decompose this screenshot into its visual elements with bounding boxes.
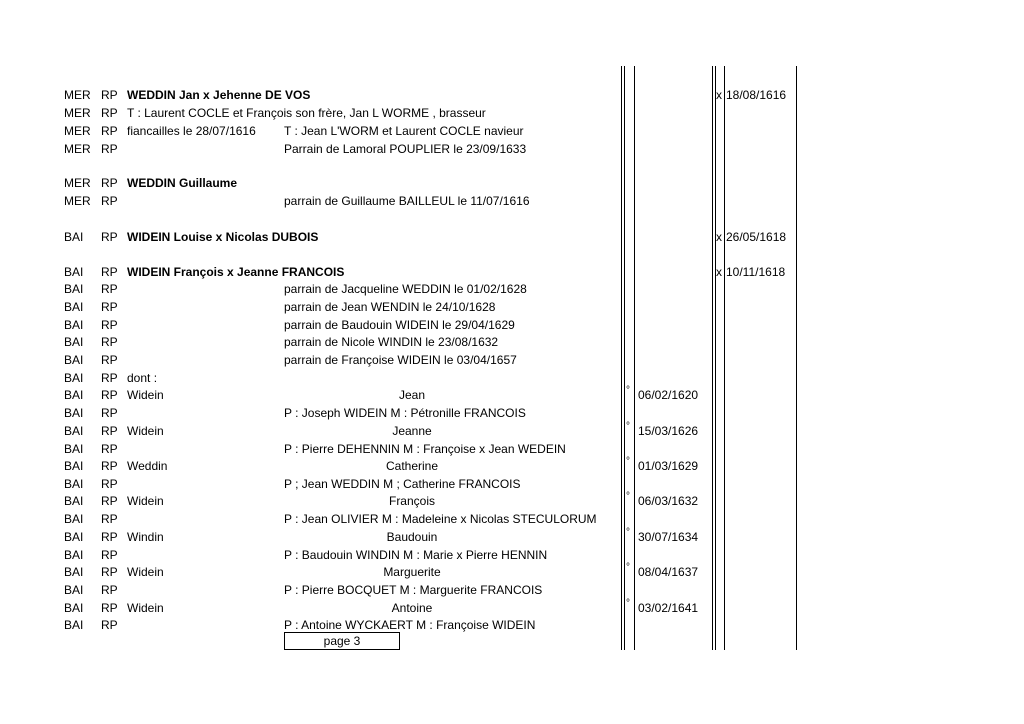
- detail-text: T : Jean L'WORM et Laurent COCLE navieur: [284, 124, 524, 138]
- detail-text: parrain de Françoise WIDEIN le 03/04/1657: [284, 353, 517, 367]
- place-code: MER: [64, 88, 91, 102]
- record-type: RP: [101, 230, 118, 244]
- place-code: BAI: [64, 406, 84, 420]
- birth-date: 06/03/1632: [638, 494, 699, 508]
- column-divider: [796, 66, 797, 650]
- table-row: [0, 122, 1024, 140]
- detail-text: parrain de Jacqueline WEDDIN le 01/02/1628: [284, 282, 527, 296]
- place-code: BAI: [64, 300, 84, 314]
- table-row: [0, 581, 1024, 599]
- place-code: BAI: [64, 618, 84, 632]
- detail-text: P : Joseph WIDEIN M : Pétronille FRANCOIS: [284, 406, 526, 420]
- place-code: BAI: [64, 371, 84, 385]
- entry-text: Windin: [127, 530, 164, 544]
- place-code: MER: [64, 142, 91, 156]
- detail-text: P : Pierre BOCQUET M : Marguerite FRANCOIS: [284, 583, 543, 597]
- place-code: BAI: [64, 424, 84, 438]
- record-type: RP: [101, 618, 118, 632]
- detail-text: P ; Jean WEDDIN M ; Catherine FRANCOIS: [284, 477, 521, 491]
- table-row: [0, 440, 1024, 458]
- place-code: BAI: [64, 477, 84, 491]
- table-row: [0, 510, 1024, 528]
- child-name: Catherine: [385, 459, 439, 473]
- detail-text: P : Pierre DEHENNIN M : Françoise x Jean WEDEIN: [284, 442, 566, 456]
- column-divider: [634, 66, 635, 650]
- detail-text: parrain de Nicole WINDIN le 23/08/1632: [284, 335, 499, 349]
- record-type: RP: [101, 265, 118, 279]
- table-row: [0, 404, 1024, 422]
- table-row: [0, 546, 1024, 564]
- detail-text: parrain de Guillaume BAILLEUL le 11/07/1616: [284, 194, 530, 208]
- birth-mark: °: [626, 527, 630, 538]
- table-row: [0, 599, 1024, 617]
- marriage-mark: x: [716, 88, 722, 102]
- marriage-date: 10/11/1618: [726, 265, 786, 279]
- table-row: [0, 298, 1024, 316]
- record-type: RP: [101, 565, 118, 579]
- record-type: RP: [101, 124, 118, 138]
- table-row: [0, 263, 1024, 281]
- entry-text: fiancailles le 28/07/1616: [127, 124, 256, 138]
- record-type: RP: [101, 583, 118, 597]
- place-code: BAI: [64, 388, 84, 402]
- place-code: BAI: [64, 565, 84, 579]
- record-type: RP: [101, 88, 118, 102]
- birth-date: 03/02/1641: [638, 601, 699, 615]
- marriage-mark: x: [716, 265, 722, 279]
- place-code: BAI: [64, 512, 84, 526]
- entry-text: WEDDIN Jan x Jehenne DE VOS: [127, 88, 311, 102]
- table-row: [0, 422, 1024, 440]
- detail-text: parrain de Jean WENDIN le 24/10/1628: [284, 300, 496, 314]
- detail-text: P : Antoine WYCKAERT M : Françoise WIDEIN: [284, 618, 536, 632]
- record-type: RP: [101, 530, 118, 544]
- record-type: RP: [101, 442, 118, 456]
- table-row: [0, 174, 1024, 192]
- entry-text: Widein: [127, 494, 164, 508]
- child-name: François: [388, 494, 435, 508]
- place-code: BAI: [64, 494, 84, 508]
- marriage-mark: x: [716, 230, 722, 244]
- birth-date: 08/04/1637: [638, 565, 699, 579]
- record-type: RP: [101, 601, 118, 615]
- record-type: RP: [101, 459, 118, 473]
- child-name: Baudouin: [386, 530, 438, 544]
- table-row: [0, 386, 1024, 404]
- entry-text: Widein: [127, 424, 164, 438]
- place-code: BAI: [64, 318, 84, 332]
- record-type: RP: [101, 318, 118, 332]
- table-row: [0, 86, 1024, 104]
- record-type: RP: [101, 388, 118, 402]
- birth-mark: °: [626, 491, 630, 502]
- place-code: BAI: [64, 282, 84, 296]
- table-row: [0, 616, 1024, 634]
- child-name: Jean: [398, 388, 426, 402]
- record-type: RP: [101, 494, 118, 508]
- table-row: [0, 475, 1024, 493]
- record-type: RP: [101, 142, 118, 156]
- record-type: RP: [101, 176, 118, 190]
- detail-text: P : Baudouin WINDIN M : Marie x Pierre HENNIN: [284, 548, 548, 562]
- place-code: BAI: [64, 548, 84, 562]
- table-row: [0, 333, 1024, 351]
- record-type: RP: [101, 371, 118, 385]
- place-code: MER: [64, 176, 91, 190]
- birth-mark: °: [626, 421, 630, 432]
- record-type: RP: [101, 512, 118, 526]
- place-code: BAI: [64, 601, 84, 615]
- table-row: [0, 280, 1024, 298]
- column-divider: [712, 66, 713, 650]
- child-name: Antoine: [391, 601, 433, 615]
- birth-mark: °: [626, 385, 630, 396]
- table-row: [0, 140, 1024, 158]
- entry-text: Widein: [127, 601, 164, 615]
- place-code: MER: [64, 124, 91, 138]
- child-name: Marguerite: [383, 565, 441, 579]
- entry-text: Widein: [127, 565, 164, 579]
- birth-date: 01/03/1629: [638, 459, 699, 473]
- marriage-date: 26/05/1618: [726, 230, 787, 244]
- place-code: BAI: [64, 335, 84, 349]
- column-divider: [715, 66, 716, 650]
- table-row: [0, 228, 1024, 246]
- birth-date: 30/07/1634: [638, 530, 699, 544]
- marriage-date: 18/08/1616: [726, 88, 787, 102]
- record-type: RP: [101, 424, 118, 438]
- place-code: MER: [64, 106, 91, 120]
- table-row: [0, 563, 1024, 581]
- detail-text: P : Jean OLIVIER M : Madeleine x Nicolas STECULORUM: [284, 512, 597, 526]
- record-type: RP: [101, 300, 118, 314]
- table-row: [0, 351, 1024, 369]
- entry-text: WIDEIN François x Jeanne FRANCOIS: [127, 265, 345, 279]
- birth-date: 06/02/1620: [638, 388, 699, 402]
- entry-text: dont :: [127, 371, 158, 385]
- detail-text: Parrain de Lamoral POUPLIER le 23/09/1633: [284, 142, 527, 156]
- place-code: BAI: [64, 459, 84, 473]
- entry-text: T : Laurent COCLE et François son frère, Jan L WORME , brasseur: [127, 106, 486, 120]
- birth-mark: °: [626, 562, 630, 573]
- entry-text: Weddin: [127, 459, 168, 473]
- table-row: [0, 528, 1024, 546]
- birth-mark: °: [626, 456, 630, 467]
- place-code: BAI: [64, 230, 84, 244]
- entry-text: WIDEIN Louise x Nicolas DUBOIS: [127, 230, 319, 244]
- record-type: RP: [101, 548, 118, 562]
- column-divider: [621, 66, 622, 650]
- record-type: RP: [101, 194, 118, 208]
- place-code: BAI: [64, 583, 84, 597]
- place-code: BAI: [64, 265, 84, 279]
- record-type: RP: [101, 353, 118, 367]
- page-number: page 3: [284, 632, 400, 650]
- record-type: RP: [101, 335, 118, 349]
- place-code: BAI: [64, 442, 84, 456]
- place-code: BAI: [64, 353, 84, 367]
- table-row: [0, 192, 1024, 210]
- place-code: MER: [64, 194, 91, 208]
- entry-text: Widein: [127, 388, 164, 402]
- child-name: Jeanne: [392, 424, 432, 438]
- entry-text: WEDDIN Guillaume: [127, 176, 238, 190]
- record-type: RP: [101, 477, 118, 491]
- table-row: [0, 492, 1024, 510]
- place-code: BAI: [64, 530, 84, 544]
- column-divider: [624, 66, 625, 650]
- detail-text: parrain de Baudouin WIDEIN le 29/04/1629: [284, 318, 515, 332]
- table-row: [0, 104, 1024, 122]
- table-row: [0, 316, 1024, 334]
- record-type: RP: [101, 106, 118, 120]
- record-type: RP: [101, 406, 118, 420]
- table-row: [0, 457, 1024, 475]
- birth-date: 15/03/1626: [638, 424, 699, 438]
- record-type: RP: [101, 282, 118, 296]
- table-row: [0, 369, 1024, 387]
- column-divider: [724, 66, 725, 650]
- birth-mark: °: [626, 598, 630, 609]
